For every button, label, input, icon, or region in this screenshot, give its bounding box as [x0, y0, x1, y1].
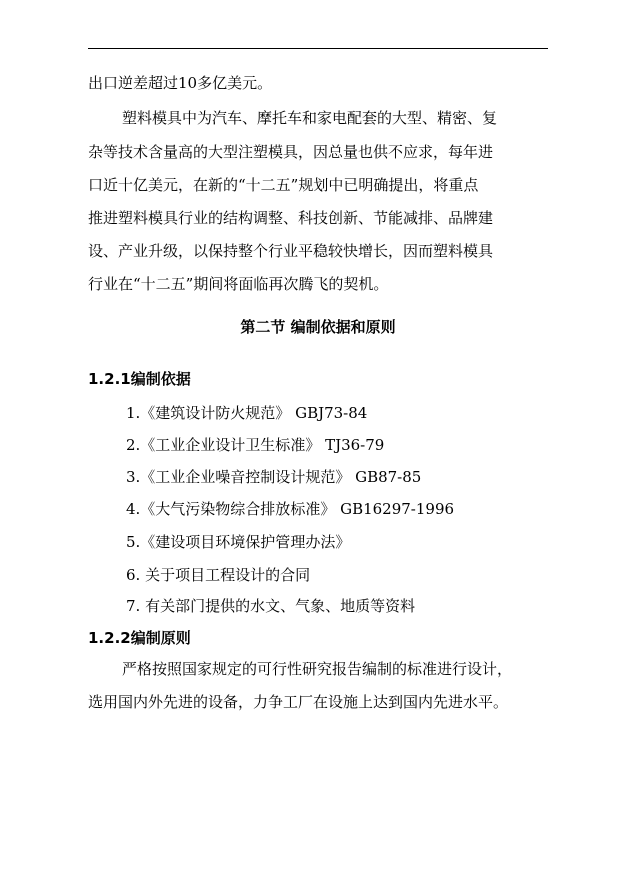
- paragraph-line: 行业在“十二五”期间将面临再次腾飞的契机。: [88, 275, 389, 293]
- basis-list-item: 6. 关于项目工程设计的合同: [126, 566, 311, 584]
- principles-heading: 1.2.2编制原则: [88, 629, 191, 647]
- paragraph-line: 杂等技术含量高的大型注塑模具，因总量也供不应求，每年进: [88, 143, 494, 161]
- basis-heading: 1.2.1编制依据: [88, 370, 191, 388]
- basis-list-item: 5.《建设项目环境保护管理办法》: [126, 533, 351, 551]
- paragraph-line: 设、产业升级，以保持整个行业平稳较快增长，因而塑料模具: [88, 242, 494, 260]
- basis-list-item: 7. 有关部门提供的水文、气象、地质等资料: [126, 597, 416, 615]
- paragraph-line: 口近十亿美元，在新的“十二五”规划中已明确提出，将重点: [88, 176, 479, 194]
- paragraph-line: 塑料模具中为汽车、摩托车和家电配套的大型、精密、复: [122, 109, 498, 127]
- header-rule: [88, 48, 548, 49]
- paragraph-line: 推进塑料模具行业的结构调整、科技创新、节能减排、品牌建: [88, 209, 494, 227]
- basis-list-item: 1.《建筑设计防火规范》 GBJ73-84: [126, 404, 368, 422]
- paragraph-line: 严格按照国家规定的可行性研究报告编制的标准进行设计，: [122, 660, 513, 678]
- section-title: 第二节 编制依据和原则: [240, 318, 396, 336]
- basis-list-item: 2.《工业企业设计卫生标准》 TJ36-79: [126, 436, 385, 454]
- paragraph-line: 出口逆差超过10多亿美元。: [88, 74, 273, 92]
- paragraph-line: 选用国内外先进的设备，力争工厂在设施上达到国内先进水平。: [88, 693, 509, 711]
- basis-list-item: 3.《工业企业噪音控制设计规范》 GB87-85: [126, 468, 422, 486]
- basis-list-item: 4.《大气污染物综合排放标准》 GB16297-1996: [126, 500, 455, 518]
